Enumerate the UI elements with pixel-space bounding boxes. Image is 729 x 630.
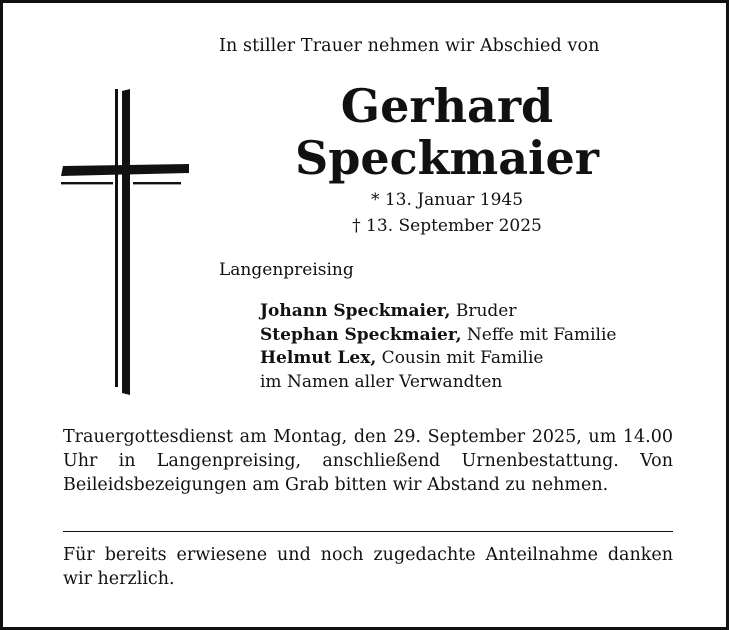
deceased-first-name: Gerhard: [340, 79, 554, 133]
mourner-name: Helmut Lex,: [260, 348, 377, 368]
birth-date: * 13. Januar 1945: [370, 190, 524, 210]
mourner-line: [260, 300, 616, 324]
mourner-line: [260, 347, 616, 371]
thanks-text: Für bereits erwiesene und noch zugedachte Anteilnahme danken wir herzlich.: [63, 545, 673, 589]
place: Langenpreising: [219, 260, 354, 280]
service-info: Trauergottesdienst am Montag, den 29. September 2025, um 14.00 Uhr in Langenpreising, anschließend Urnenbestattung. Von Beileidsbezeigungen am Grab bitten wir Abstand zu nehmen.: [63, 427, 673, 495]
mourner-relation: Neffe mit Familie: [461, 324, 617, 345]
mourner-relation: Cousin mit Familie: [376, 348, 544, 368]
mourner-name: Johann Speckmaier,: [260, 301, 451, 321]
intro-text: In stiller Trauer nehmen wir Abschied von: [219, 36, 600, 56]
mourner-name: Stephan Speckmaier,: [260, 324, 462, 345]
mourner-relation: Bruder: [450, 301, 517, 321]
mourner-line: [260, 324, 616, 348]
mourners-list: [260, 300, 616, 394]
mourner-line: [260, 371, 616, 395]
deceased-last-name: Speckmaier: [295, 131, 599, 185]
death-date: † 13. September 2025: [352, 216, 542, 236]
mourner-relation: im Namen aller Verwandten: [260, 371, 503, 392]
cross-icon: [60, 89, 192, 395]
divider: [63, 531, 673, 532]
